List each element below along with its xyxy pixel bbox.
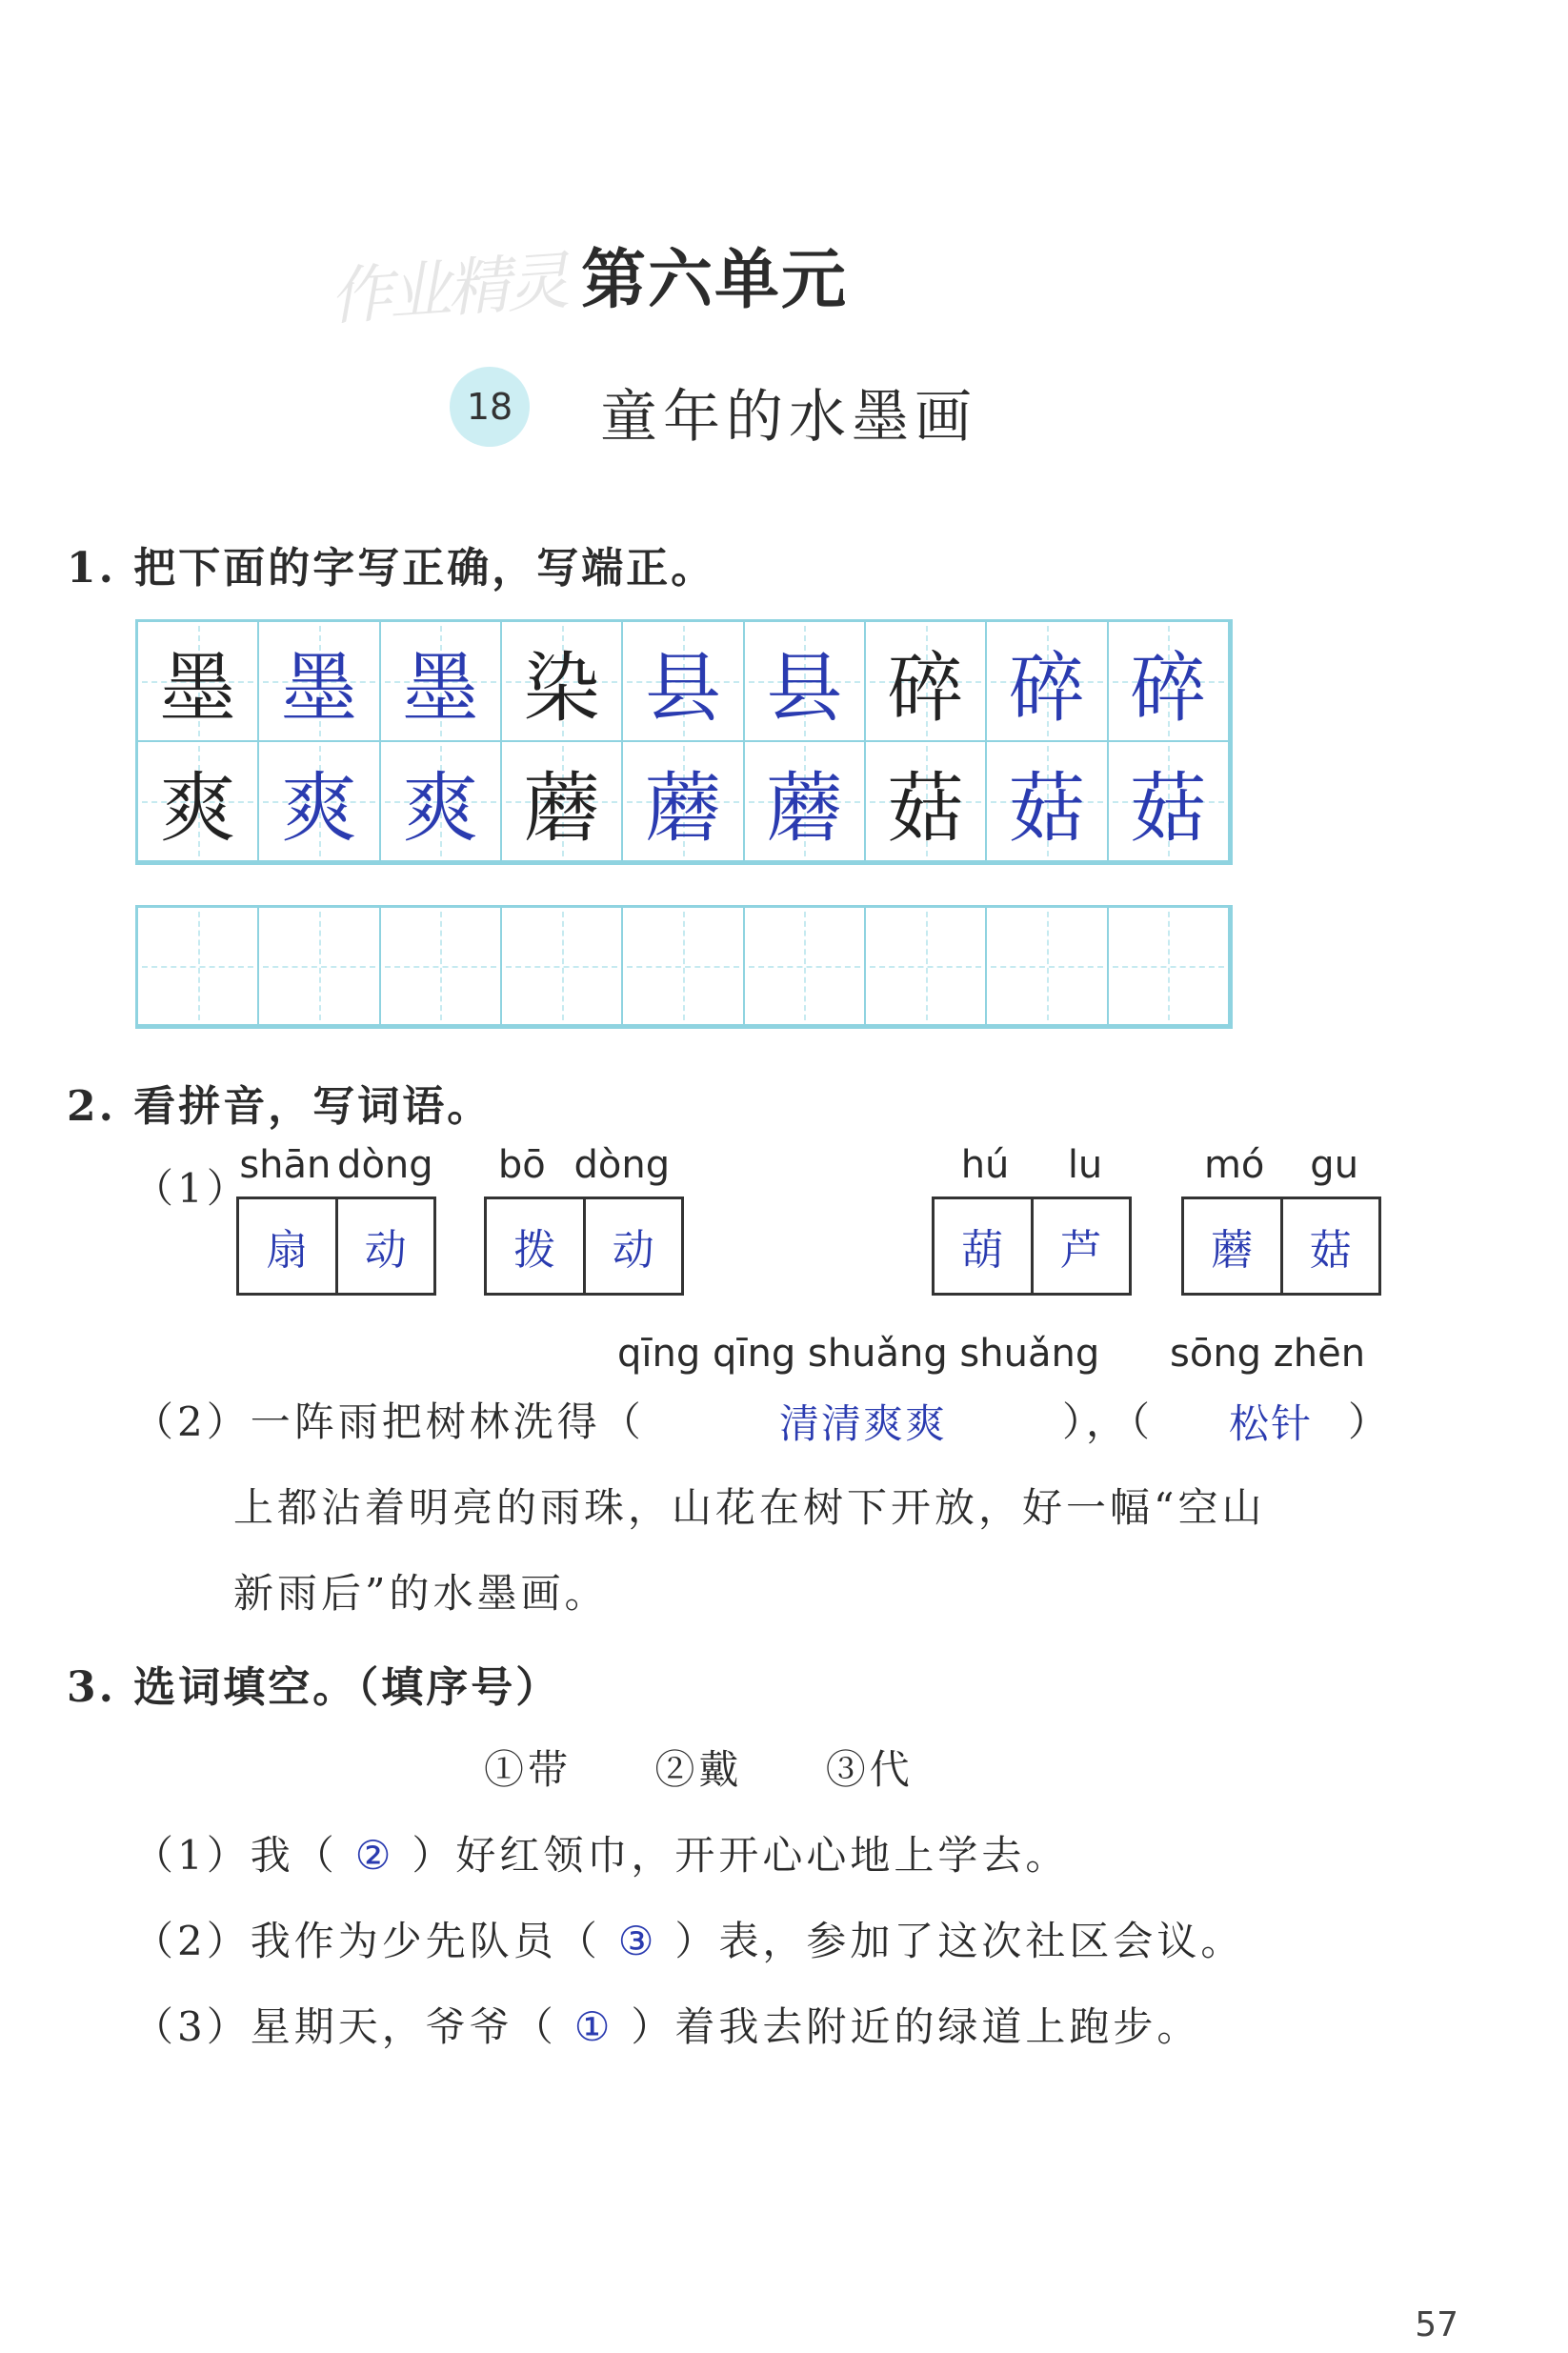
option: ①带 bbox=[484, 1746, 573, 1793]
pinyin: gu bbox=[1310, 1143, 1359, 1187]
answer-text-2: 松针 bbox=[1229, 1400, 1314, 1447]
q2-part2-line1 bbox=[133, 1391, 645, 1448]
item-label: （2） bbox=[133, 1918, 251, 1964]
grid-character: 县 bbox=[766, 643, 843, 733]
q3-item bbox=[133, 1910, 1244, 1967]
empty-grid-cell[interactable] bbox=[866, 908, 987, 1026]
unit-title: 第六单元 bbox=[581, 242, 849, 318]
grid-character: 蘑 bbox=[766, 763, 843, 853]
word-group bbox=[484, 1143, 684, 1296]
word-group bbox=[236, 1143, 436, 1296]
grid-character: 菇 bbox=[887, 763, 964, 853]
q3-item bbox=[133, 1824, 1069, 1881]
answer-char: 菇 bbox=[1280, 1199, 1379, 1293]
grid-character: 碎 bbox=[1008, 643, 1085, 733]
grid-cell bbox=[502, 622, 623, 742]
grid-character: 县 bbox=[644, 643, 721, 733]
pinyin: lu bbox=[1067, 1143, 1103, 1187]
pinyin: shān bbox=[239, 1143, 332, 1187]
pinyin-hint-2: sōng zhēn bbox=[1170, 1332, 1366, 1376]
q3-item bbox=[133, 1996, 1200, 2053]
grid-cell bbox=[138, 742, 259, 862]
answer-char: 芦 bbox=[1031, 1199, 1130, 1293]
item-text: 我（ bbox=[250, 1832, 338, 1879]
answer-text-1: 清清爽爽 bbox=[779, 1400, 948, 1447]
item-label: （3） bbox=[133, 2003, 251, 2050]
sentence-text: ） bbox=[1348, 1398, 1393, 1445]
character-grid-filled bbox=[135, 619, 1233, 865]
grid-cell bbox=[138, 622, 259, 742]
grid-character: 爽 bbox=[159, 763, 236, 853]
grid-character: 蘑 bbox=[523, 763, 600, 853]
sentence-text: ），（ bbox=[1062, 1398, 1155, 1445]
grid-character: 菇 bbox=[1008, 763, 1085, 853]
grid-cell bbox=[987, 742, 1108, 862]
option: ③代 bbox=[825, 1746, 914, 1793]
page-number: 57 bbox=[1415, 2305, 1458, 2344]
empty-grid-cell[interactable] bbox=[1109, 908, 1230, 1026]
q2-part2-label: （2） bbox=[133, 1398, 251, 1445]
empty-grid-cell[interactable] bbox=[987, 908, 1108, 1026]
grid-character: 墨 bbox=[402, 643, 479, 733]
grid-character: 墨 bbox=[159, 643, 236, 733]
pinyin: dòng bbox=[337, 1143, 433, 1187]
answer-char: 葫 bbox=[961, 1226, 1004, 1275]
grid-cell bbox=[623, 742, 744, 862]
word-options bbox=[484, 1739, 980, 1796]
empty-grid-cell[interactable] bbox=[381, 908, 502, 1026]
grid-character: 爽 bbox=[402, 763, 479, 853]
empty-grid-cell[interactable] bbox=[259, 908, 380, 1026]
answer-choice: ① bbox=[573, 2003, 614, 2050]
grid-cell bbox=[381, 742, 502, 862]
grid-character: 碎 bbox=[887, 643, 964, 733]
q1-title: 1. 把下面的字写正确，写端正。 bbox=[67, 544, 716, 593]
q2-part1-label: （1） bbox=[133, 1165, 251, 1212]
grid-character: 爽 bbox=[280, 763, 357, 853]
empty-grid-cell[interactable] bbox=[138, 908, 259, 1026]
grid-cell bbox=[866, 742, 987, 862]
grid-cell bbox=[502, 742, 623, 862]
item-text: ）表，参加了这次社区会议。 bbox=[674, 1918, 1245, 1964]
answer-choice: ③ bbox=[617, 1918, 658, 1964]
answer-char: 扇 bbox=[266, 1226, 309, 1275]
character-grid-empty bbox=[135, 905, 1233, 1029]
pinyin: hú bbox=[960, 1143, 1010, 1187]
grid-character: 菇 bbox=[1130, 763, 1207, 853]
sentence-text: 一阵雨把树林洗得（ bbox=[250, 1398, 645, 1445]
pinyin: bō bbox=[497, 1143, 546, 1187]
grid-cell bbox=[259, 622, 380, 742]
option: ②戴 bbox=[654, 1746, 743, 1793]
grid-cell bbox=[866, 622, 987, 742]
q2-part2-line2: 上都沾着明亮的雨珠，山花在树下开放，好一幅“空山 bbox=[233, 1484, 1266, 1531]
q2-part2-line3: 新雨后”的水墨画。 bbox=[233, 1570, 609, 1617]
pinyin: dòng bbox=[573, 1143, 671, 1187]
grid-character: 墨 bbox=[280, 643, 357, 733]
item-text: 我作为少先队员（ bbox=[250, 1918, 601, 1964]
grid-cell bbox=[623, 622, 744, 742]
item-text: 星期天，爷爷（ bbox=[250, 2003, 557, 2050]
grid-character: 碎 bbox=[1130, 643, 1207, 733]
grid-cell bbox=[745, 742, 866, 862]
answer-char: 动 bbox=[335, 1199, 434, 1293]
item-label: （1） bbox=[133, 1832, 251, 1879]
answer-char: 蘑 bbox=[1211, 1226, 1254, 1275]
empty-grid-cell[interactable] bbox=[502, 908, 623, 1026]
grid-cell bbox=[259, 742, 380, 862]
grid-cell bbox=[1109, 742, 1230, 862]
grid-character: 蘑 bbox=[644, 763, 721, 853]
grid-cell bbox=[987, 622, 1108, 742]
pinyin: mó bbox=[1203, 1143, 1265, 1187]
lesson-number-badge: 18 bbox=[450, 367, 530, 447]
grid-cell bbox=[1109, 622, 1230, 742]
answer-choice: ② bbox=[354, 1832, 395, 1879]
lesson-title: 童年的水墨画 bbox=[600, 384, 977, 451]
q3-title: 3. 选词填空。（填序号） bbox=[67, 1663, 561, 1712]
empty-grid-cell[interactable] bbox=[745, 908, 866, 1026]
grid-cell bbox=[381, 622, 502, 742]
empty-grid-cell[interactable] bbox=[623, 908, 744, 1026]
answer-char: 动 bbox=[583, 1199, 682, 1293]
grid-cell bbox=[745, 622, 866, 742]
item-text: ）好红领巾，开开心心地上学去。 bbox=[412, 1832, 1070, 1879]
answer-char: 拨 bbox=[513, 1226, 556, 1275]
word-group bbox=[1181, 1143, 1381, 1296]
grid-character: 染 bbox=[523, 643, 600, 733]
q2-title: 2. 看拼音，写词语。 bbox=[67, 1082, 493, 1131]
watermark-logo: 作业精灵 bbox=[327, 244, 568, 334]
word-group bbox=[932, 1143, 1132, 1296]
pinyin-hint-1: qīng qīng shuǎng shuǎng bbox=[617, 1332, 1100, 1376]
item-text: ）着我去附近的绿道上跑步。 bbox=[631, 2003, 1201, 2050]
